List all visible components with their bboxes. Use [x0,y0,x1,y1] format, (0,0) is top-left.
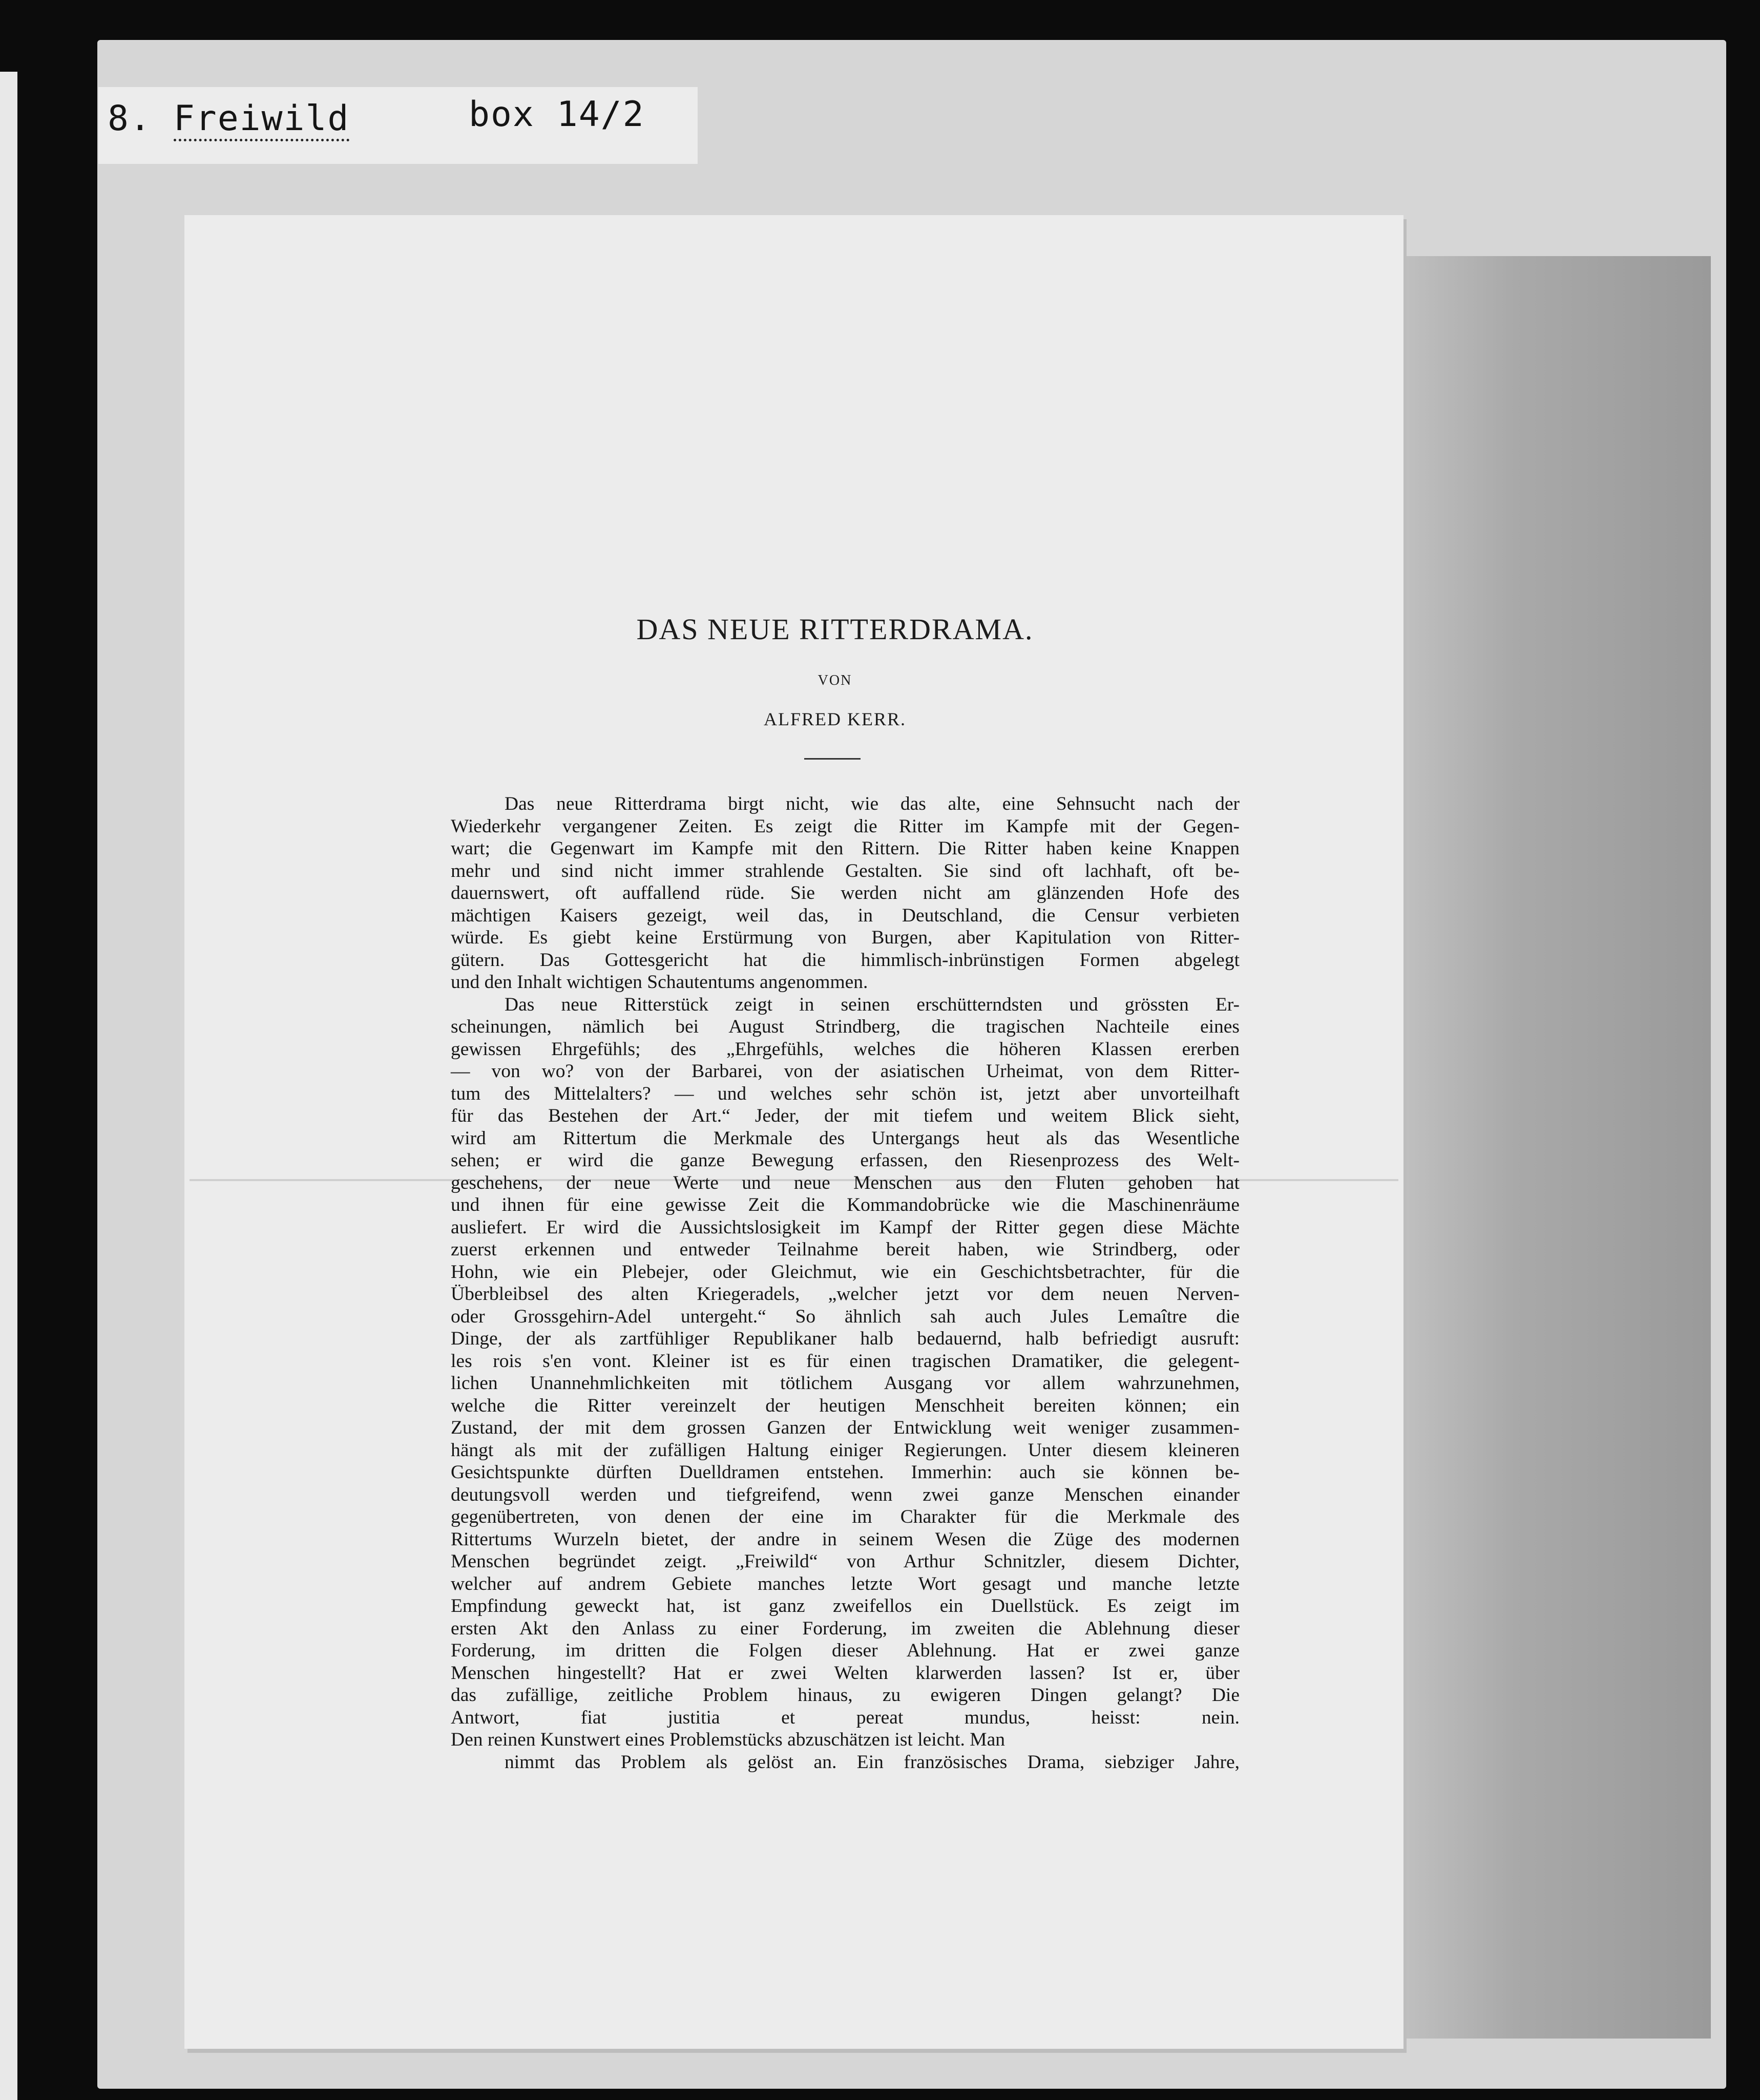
article-line: Das neue Ritterdrama birgt nicht, wie das alte, eine Sehnsucht nach der [505,793,1240,814]
article-line: zuerst erkennen und entweder Teilnahme bereit haben, wie Strindberg, oder [451,1239,1240,1260]
article-author: ALFRED KERR. [763,709,907,729]
label-box-number: box 14/2 [469,94,645,135]
article-line: gütern. Das Gottesgericht hat die himmlisch-inbrünstigen Formen abgelegt [451,949,1240,971]
article-line: lichen Unannehmlichkeiten mit tötlichem Ausgang vor allem wahrzunehmen, [451,1373,1240,1394]
adjacent-page-edge [0,72,17,2100]
article-line: dauernswert, oft auffallend rüde. Sie werden nicht am glänzenden Hofe des [451,883,1240,904]
article-line: und ihnen für eine gewisse Zeit die Kommandobrücke wie die Maschinenräume [451,1194,1240,1215]
article-line: welcher auf andrem Gebiete manches letzte Wort gesagt und manche letzte [451,1573,1240,1594]
article-line: ausliefert. Er wird die Aussichtslosigkeit im Kampf der Ritter gegen diese Mächte [451,1216,1240,1238]
article-line: Antwort, fiat justitia et pereat mundus, heisst: nein. [451,1707,1240,1728]
article-line: welche die Ritter vereinzelt der heutigen Menschheit bereiten können; ein [451,1395,1240,1416]
article-line: gegenübertreten, von denen der eine im Charakter für die Merkmale des [451,1506,1240,1527]
article-line: Dinge, der als zartfühliger Republikaner halb bedauernd, halb befriedigt ausruft: [451,1328,1240,1349]
article-line: Zustand, der mit dem grossen Ganzen der Entwicklung weit weniger zusammen- [451,1417,1240,1438]
article-von: VON [818,673,852,688]
article-line: und den Inhalt wichtigen Schautentums angenommen. [451,972,868,993]
article-line: für das Bestehen der Art.“ Jeder, der mit tiefem und weitem Blick sieht, [451,1105,1240,1126]
article-line: mächtigen Kaisers gezeigt, weil das, in Deutschland, die Censur verbieten [451,905,1240,926]
label-title: Freiwild [174,98,350,141]
article-line: hängt als mit der zufälligen Haltung einiger Regierungen. Unter diesem kleineren [451,1439,1240,1461]
article-line: Den reinen Kunstwert eines Problemstücks abzuschätzen ist leicht. Man [451,1729,1005,1750]
article-line: — von wo? von der Barbarei, von der asiatischen Urheimat, von dem Ritter- [451,1061,1240,1082]
article-line: tum des Mittelalters? — und welches sehr schön ist, jetzt aber unvorteilhaft [451,1083,1240,1104]
article-line: Menschen begründet zeigt. „Freiwild“ von Arthur Schnitzler, diesem Dichter, [451,1551,1240,1572]
article-line: gewissen Ehrgefühls; des „Ehrgefühls, welches die höheren Klassen ererben [451,1038,1240,1060]
article-line: Das neue Ritterstück zeigt in seinen erschütterndsten und grössten Er- [505,994,1240,1015]
title-rule [804,758,861,760]
article-line: mehr und sind nicht immer strahlende Gestalten. Sie sind oft lachhaft, oft be- [451,860,1240,881]
label-number: 8. [108,98,152,139]
article-line: Menschen hingestellt? Hat er zwei Welten klarwerden lassen? Ist er, über [451,1662,1240,1684]
article-line: deutungsvoll werden und tiefgreifend, wenn zwei ganze Menschen einander [451,1484,1240,1505]
article-line: wart; die Gegenwart im Kampfe mit den Rittern. Die Ritter haben keine Knappen [451,838,1240,859]
article-line: Rittertums Wurzeln bietet, der andre in seinem Wesen die Züge des modernen [451,1528,1240,1550]
article-line: nimmt das Problem als gelöst an. Ein französisches Drama, siebziger Jahre, [505,1751,1240,1773]
article-body [451,793,1240,1773]
article-line: scheinungen, nämlich bei August Strindberg, die tragischen Nachteile eines [451,1016,1240,1037]
article-line: Gesichtspunkte dürften Duelldramen entstehen. Immerhin: auch sie können be- [451,1462,1240,1483]
article-line: wird am Rittertum die Merkmale des Untergangs heut als das Wesentliche [451,1127,1240,1149]
article-title: DAS NEUE RITTERDRAMA. [636,613,1034,646]
folder-shadow [1383,256,1711,2039]
article-line: oder Grossgehirn-Adel untergeht.“ So ähnlich sah auch Jules Lemaître die [451,1306,1240,1327]
label-text [108,98,349,139]
article-line: würde. Es giebt keine Erstürmung von Burgen, aber Kapitulation von Ritter- [451,927,1240,948]
article-line: das zufällige, zeitliche Problem hinaus, zu ewigeren Dingen gelangt? Die [451,1685,1240,1706]
article-line: ersten Akt den Anlass zu einer Forderung, im zweiten die Ablehnung dieser [451,1618,1240,1639]
article-line: Wiederkehr vergangener Zeiten. Es zeigt die Ritter im Kampfe mit der Gegen- [451,815,1240,837]
article-line: geschehens, der neue Werte und neue Menschen aus den Fluten gehoben hat [451,1172,1240,1193]
article-line: les rois s'en vont. Kleiner ist es für einen tragischen Dramatiker, die gelegent- [451,1350,1240,1372]
article-line: Forderung, im dritten die Folgen dieser Ablehnung. Hat er zwei ganze [451,1640,1240,1661]
article-line: sehen; er wird die ganze Bewegung erfassen, den Riesenprozess des Welt- [451,1150,1240,1171]
article-line: Hohn, wie ein Plebejer, oder Gleichmut, wie ein Geschichtsbetrachter, für die [451,1261,1240,1283]
article-line: Empfindung geweckt hat, ist ganz zweifellos ein Duellstück. Es zeigt im [451,1595,1240,1616]
article-line: Überbleibsel des alten Kriegeradels, „welcher jetzt vor dem neuen Nerven- [451,1284,1240,1305]
